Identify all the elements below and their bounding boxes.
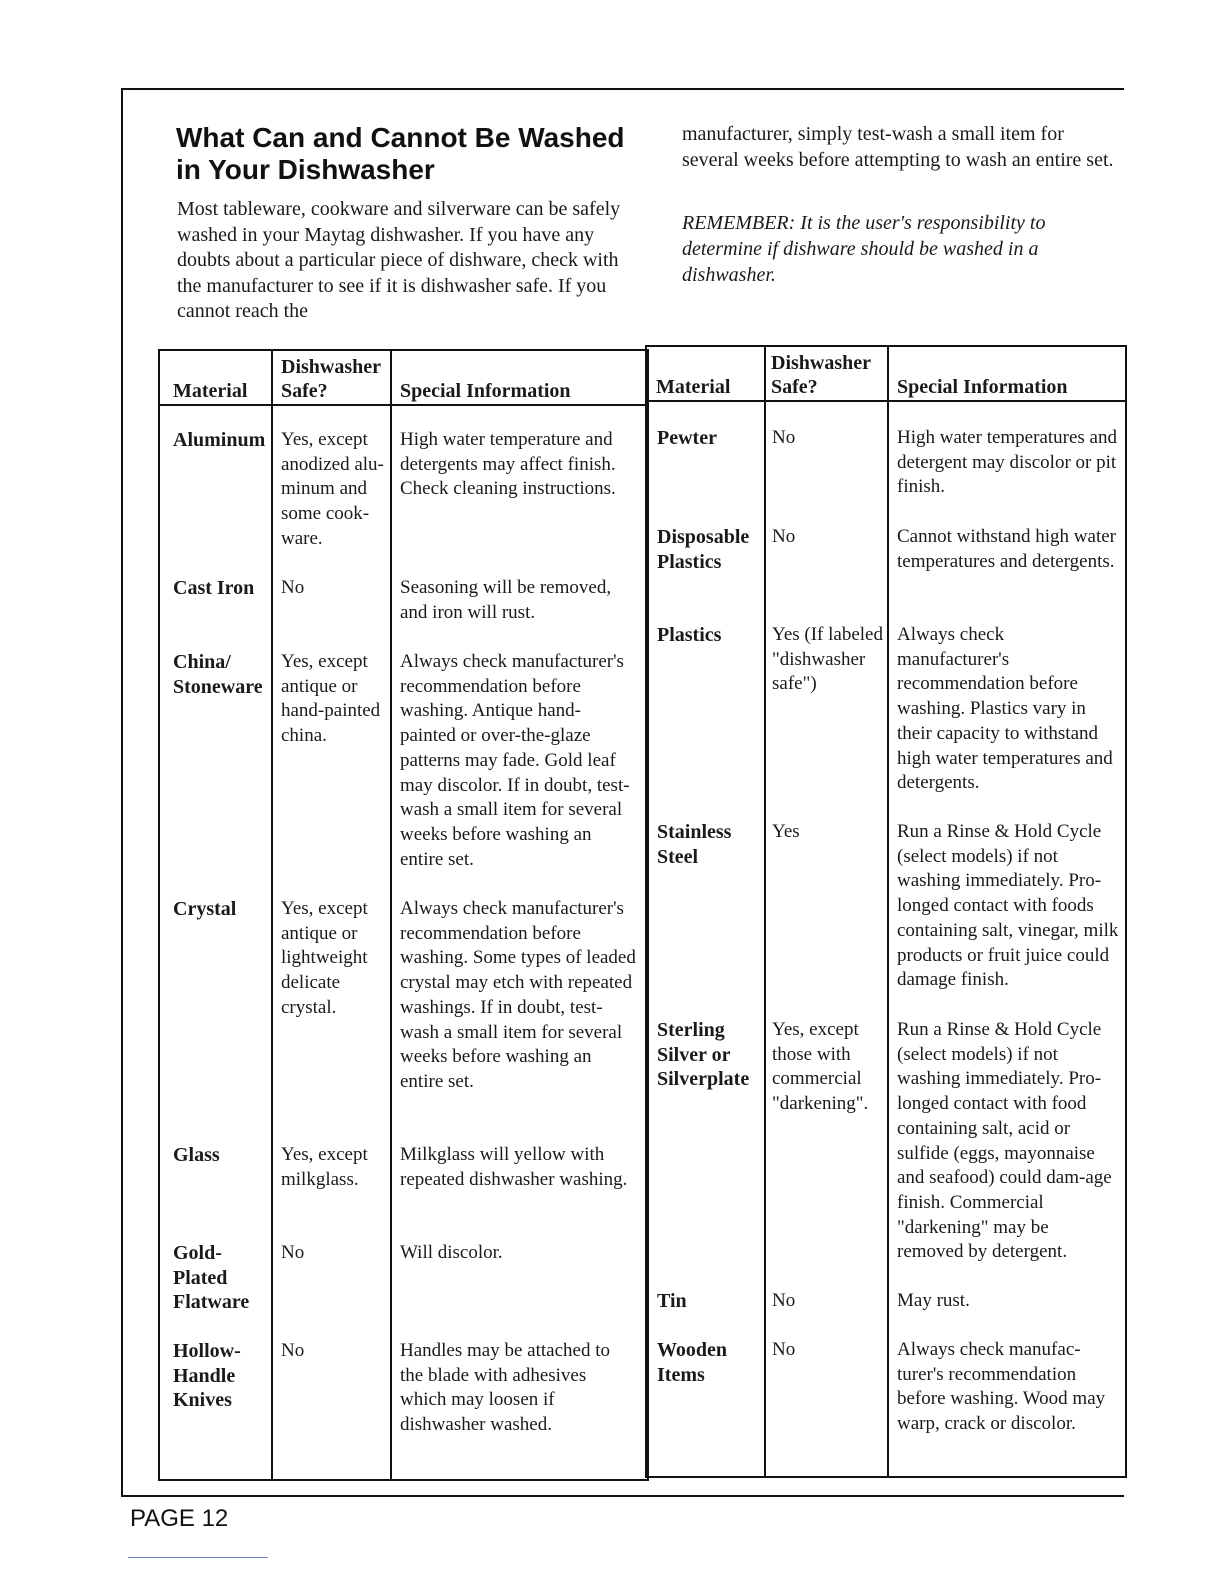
- special-information: Always check manufacturer's recommendation before washing. Antique hand-painted or over-the-glaze patterns may fade. Gold leaf may discolor. If in doubt, test-wash a small item for several weeks before washing an entire set.: [400, 651, 630, 870]
- special-information: Always check manufac-turer's recommendation before washing. Wood may warp, crack or discolor.: [897, 1339, 1106, 1435]
- dishwasher-safe-value: Yes, except those with commercial "darkening".: [772, 1019, 869, 1115]
- special-information: Always check manufacturer's recommendation before washing. Plastics vary in their capacity to withstand high water temperatures and detergents.: [897, 624, 1113, 794]
- remember-note: REMEMBER: It is the user's responsibility to determine if dishware should be washed in a dishwasher.: [682, 212, 1046, 286]
- special-information: Run a Rinse & Hold Cycle (select models) if not washing immediately. Pro-longed contact with food containing salt, acid or sulfide (eggs, mayonnaise and seafood) could dam-age finish. Commercial "darkening" may be removed by detergent.: [897, 1019, 1112, 1263]
- dishwasher-safe-value: No: [772, 1290, 796, 1311]
- column-divider: [764, 347, 766, 1476]
- material-name: Cast Iron: [173, 577, 255, 599]
- special-information: High water temperatures and detergent may discolor or pit finish.: [897, 427, 1117, 498]
- material-name: Plastics: [657, 624, 722, 646]
- material-name: Aluminum: [173, 429, 266, 451]
- special-information: May rust.: [897, 1290, 970, 1311]
- material-table-left: [158, 349, 649, 1481]
- header-special-information: Special Information: [400, 380, 571, 402]
- dishwasher-safe-value: Yes, except anodized alu-minum and some cook-ware.: [281, 429, 384, 549]
- column-divider: [887, 347, 889, 1476]
- material-name: Hollow-Handle Knives: [173, 1340, 241, 1412]
- special-information: High water temperature and detergents may affect finish. Check cleaning instructions.: [400, 429, 616, 500]
- frame-bottom-rule: [121, 1495, 1124, 1497]
- header-special-information: Special Information: [897, 376, 1068, 398]
- dishwasher-safe-value: No: [281, 1242, 305, 1263]
- dishwasher-safe-value: Yes, except milkglass.: [281, 1144, 368, 1190]
- special-information: Run a Rinse & Hold Cycle (select models) if not washing immediately. Pro-longed contact with foods containing salt, vinegar, milk products or fruit juice could damage finish.: [897, 821, 1119, 991]
- dishwasher-safe-value: No: [772, 526, 796, 547]
- dishwasher-safe-value: Yes (If labeled "dishwasher safe"): [772, 624, 883, 695]
- intro-paragraph: Most tableware, cookware and silverware can be safely washed in your Maytag dishwasher. If you have any doubts about a particular piece of dishware, check with the manufacturer to see if it is dishwasher safe. If you cannot reach the: [177, 198, 621, 322]
- header-material: Material: [656, 376, 731, 398]
- special-information: Will discolor.: [400, 1242, 503, 1263]
- material-name: Wooden Items: [657, 1339, 728, 1386]
- material-name: Pewter: [657, 427, 717, 449]
- dishwasher-safe-value: Yes: [772, 821, 800, 842]
- dishwasher-safe-value: No: [281, 1340, 305, 1361]
- special-information: Handles may be attached to the blade with adhesives which may loosen if dishwasher washed.: [400, 1340, 610, 1436]
- material-name: Disposable Plastics: [657, 526, 750, 573]
- header-dishwasher-safe: Dishwasher Safe?: [771, 352, 871, 398]
- material-name: Sterling Silver or Silverplate: [657, 1019, 750, 1091]
- material-name: Stainless Steel: [657, 821, 732, 868]
- dishwasher-safe-value: No: [772, 1339, 796, 1360]
- dishwasher-safe-value: No: [772, 427, 796, 448]
- special-information: Cannot withstand high water temperatures and detergents.: [897, 526, 1116, 572]
- column-divider: [390, 351, 392, 1479]
- header-rule: [160, 404, 647, 406]
- material-name: Tin: [657, 1290, 687, 1312]
- frame-left-rule: [121, 88, 123, 1496]
- material-name: China/ Stoneware: [173, 651, 263, 698]
- page-number: PAGE 12: [130, 1505, 229, 1532]
- header-rule: [647, 400, 1125, 402]
- header-dishwasher-safe: Dishwasher Safe?: [281, 356, 381, 402]
- bottom-rule: [128, 1557, 268, 1558]
- material-name: Crystal: [173, 898, 237, 920]
- material-name: Glass: [173, 1144, 220, 1166]
- dishwasher-safe-value: Yes, except antique or lightweight delicate crystal.: [281, 898, 368, 1018]
- header-material: Material: [173, 380, 248, 402]
- column-divider: [271, 351, 273, 1479]
- material-name: Gold-Plated Flatware: [173, 1242, 250, 1314]
- dishwasher-safe-value: Yes, except antique or hand-painted china.: [281, 651, 381, 747]
- page-title: What Can and Cannot Be Washed in Your Dishwasher: [176, 122, 625, 185]
- special-information: Milkglass will yellow with repeated dishwasher washing.: [400, 1144, 628, 1190]
- material-table-right: [645, 345, 1127, 1478]
- intro-continued: manufacturer, simply test-wash a small item for several weeks before attempting to wash an entire set.: [682, 123, 1114, 171]
- special-information: Always check manufacturer's recommendation before washing. Some types of leaded crystal may etch with repeated washings. If in doubt, test-wash a small item for several weeks before washing an entire set.: [400, 898, 636, 1092]
- special-information: Seasoning will be removed, and iron will rust.: [400, 577, 612, 623]
- dishwasher-safe-value: No: [281, 577, 305, 598]
- frame-top-rule: [121, 88, 1124, 90]
